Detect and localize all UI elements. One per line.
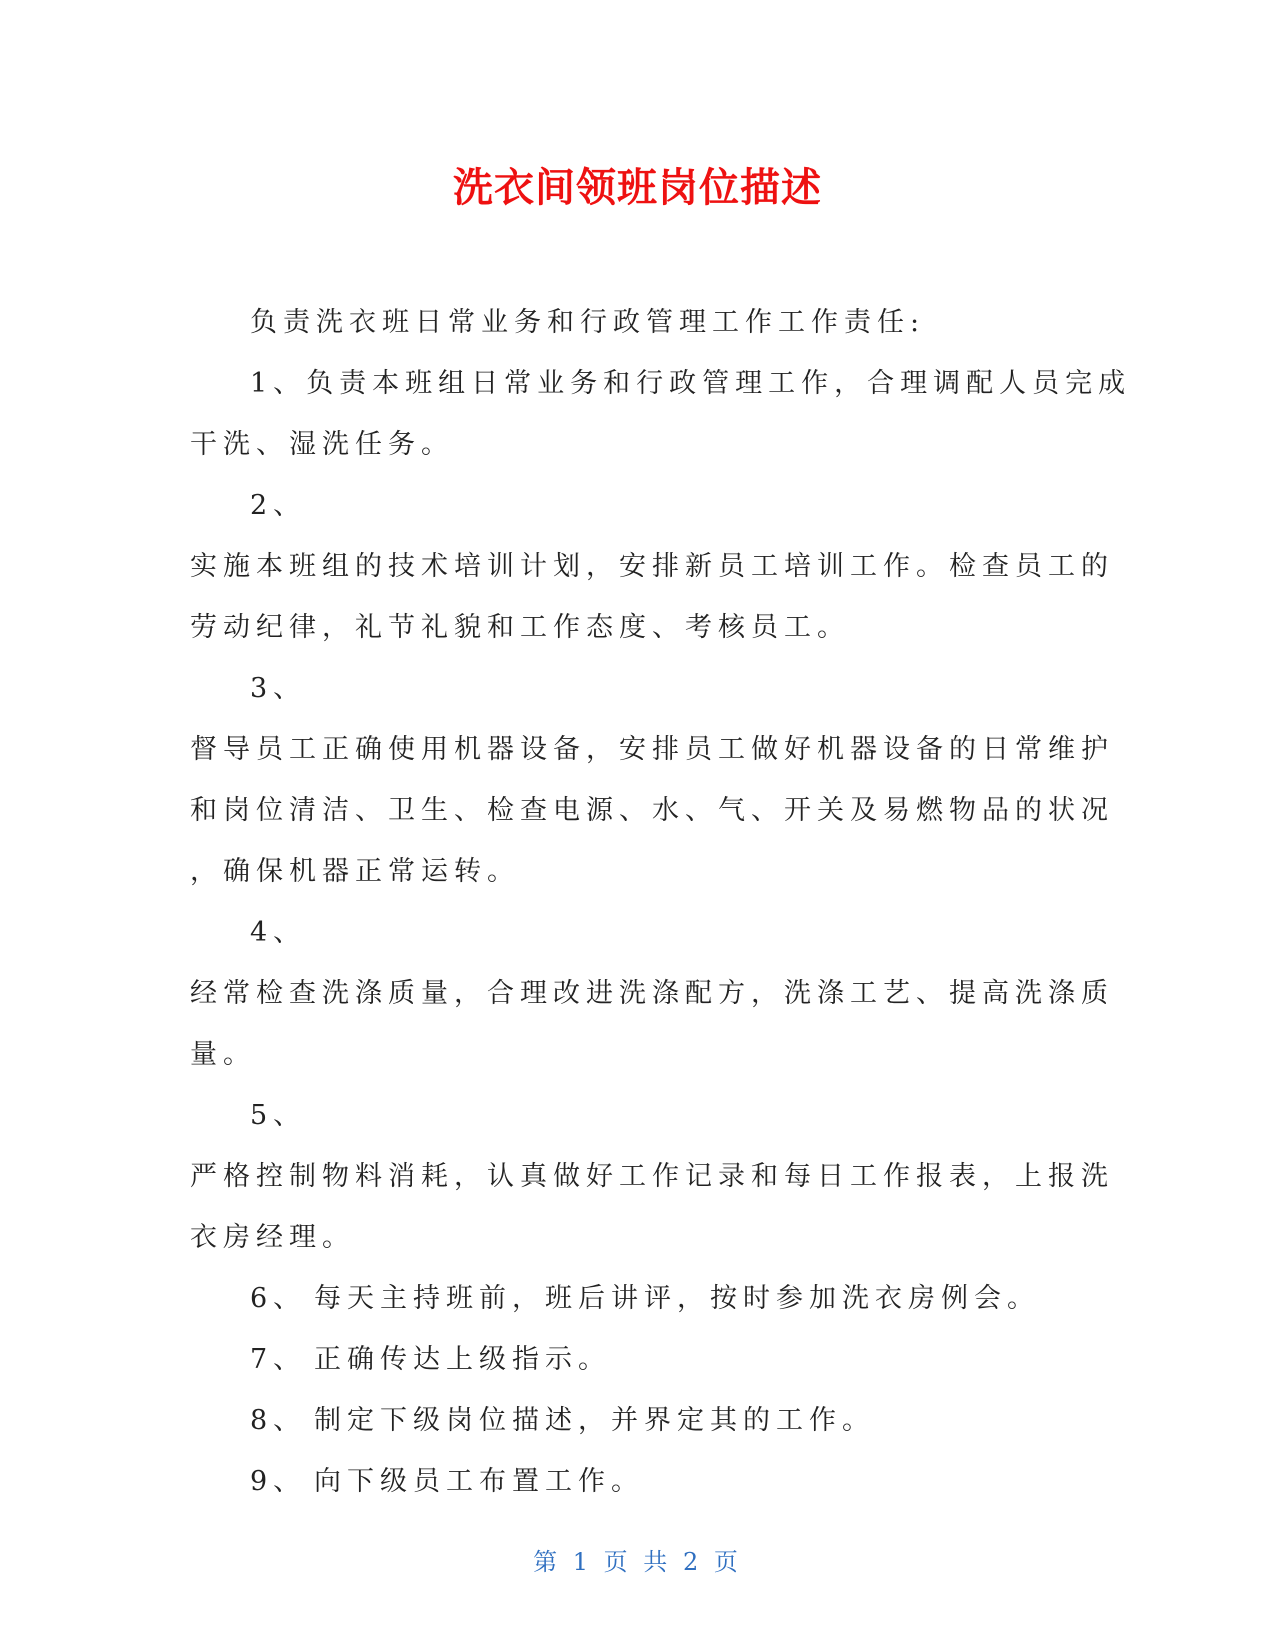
item-number: 2、	[250, 490, 307, 521]
page-number-footer: 第 1 页 共 2 页	[533, 1548, 742, 1576]
list-item-8	[190, 1390, 1085, 1451]
document-title: 洗衣间领班岗位描述	[453, 165, 822, 211]
item-text: 严格控制物料消耗，认真做好工作记录和每日工作报表，上报洗	[190, 1161, 1114, 1192]
item-number: 3、	[250, 673, 307, 704]
item-text: 向下级员工布置工作。	[314, 1466, 644, 1497]
item-text: 正确传达上级指示。	[314, 1344, 611, 1375]
list-item-6	[190, 1268, 1085, 1329]
item-text-continued: 干洗、湿洗任务。	[190, 429, 454, 460]
item-text: 制定下级岗位描述，并界定其的工作。	[314, 1405, 875, 1436]
item-number: 1、	[250, 368, 307, 399]
item-number: 5、	[250, 1100, 307, 1131]
item-number: 7、	[250, 1344, 307, 1375]
item-number: 8、	[250, 1405, 307, 1436]
item-text: 督导员工正确使用机器设备，安排员工做好机器设备的日常维护	[190, 734, 1114, 765]
item-text-continued: 劳动纪律，礼节礼貌和工作态度、考核员工。	[190, 612, 850, 643]
list-item-5	[190, 1085, 1085, 1146]
intro-paragraph: 负责洗衣班日常业务和行政管理工作工作责任:	[250, 307, 926, 338]
list-item-2	[190, 475, 1085, 536]
item-text-continued: 衣房经理。	[190, 1222, 355, 1253]
item-text: 负责本班组日常业务和行政管理工作，合理调配人员完成	[306, 368, 1132, 399]
item-text-continued: 和岗位清洁、卫生、检查电源、水、气、开关及易燃物品的状况	[190, 795, 1114, 826]
item-number: 6、	[250, 1283, 307, 1314]
item-text: 经常检查洗涤质量，合理改进洗涤配方，洗涤工艺、提高洗涤质	[190, 978, 1114, 1009]
item-text-continued: 量。	[190, 1039, 256, 1070]
list-item-3	[190, 658, 1085, 719]
item-text: 每天主持班前，班后讲评，按时参加洗衣房例会。	[314, 1283, 1040, 1314]
list-item-1	[190, 353, 1132, 414]
list-item-4	[190, 902, 1085, 963]
document-body	[190, 292, 1132, 1512]
list-item-9	[190, 1451, 1085, 1512]
item-number: 4、	[250, 917, 307, 948]
list-item-7	[190, 1329, 1085, 1390]
item-text-continued: ，确保机器正常运转。	[190, 856, 520, 887]
item-text: 实施本班组的技术培训计划，安排新员工培训工作。检查员工的	[190, 551, 1114, 582]
item-number: 9、	[250, 1466, 307, 1497]
